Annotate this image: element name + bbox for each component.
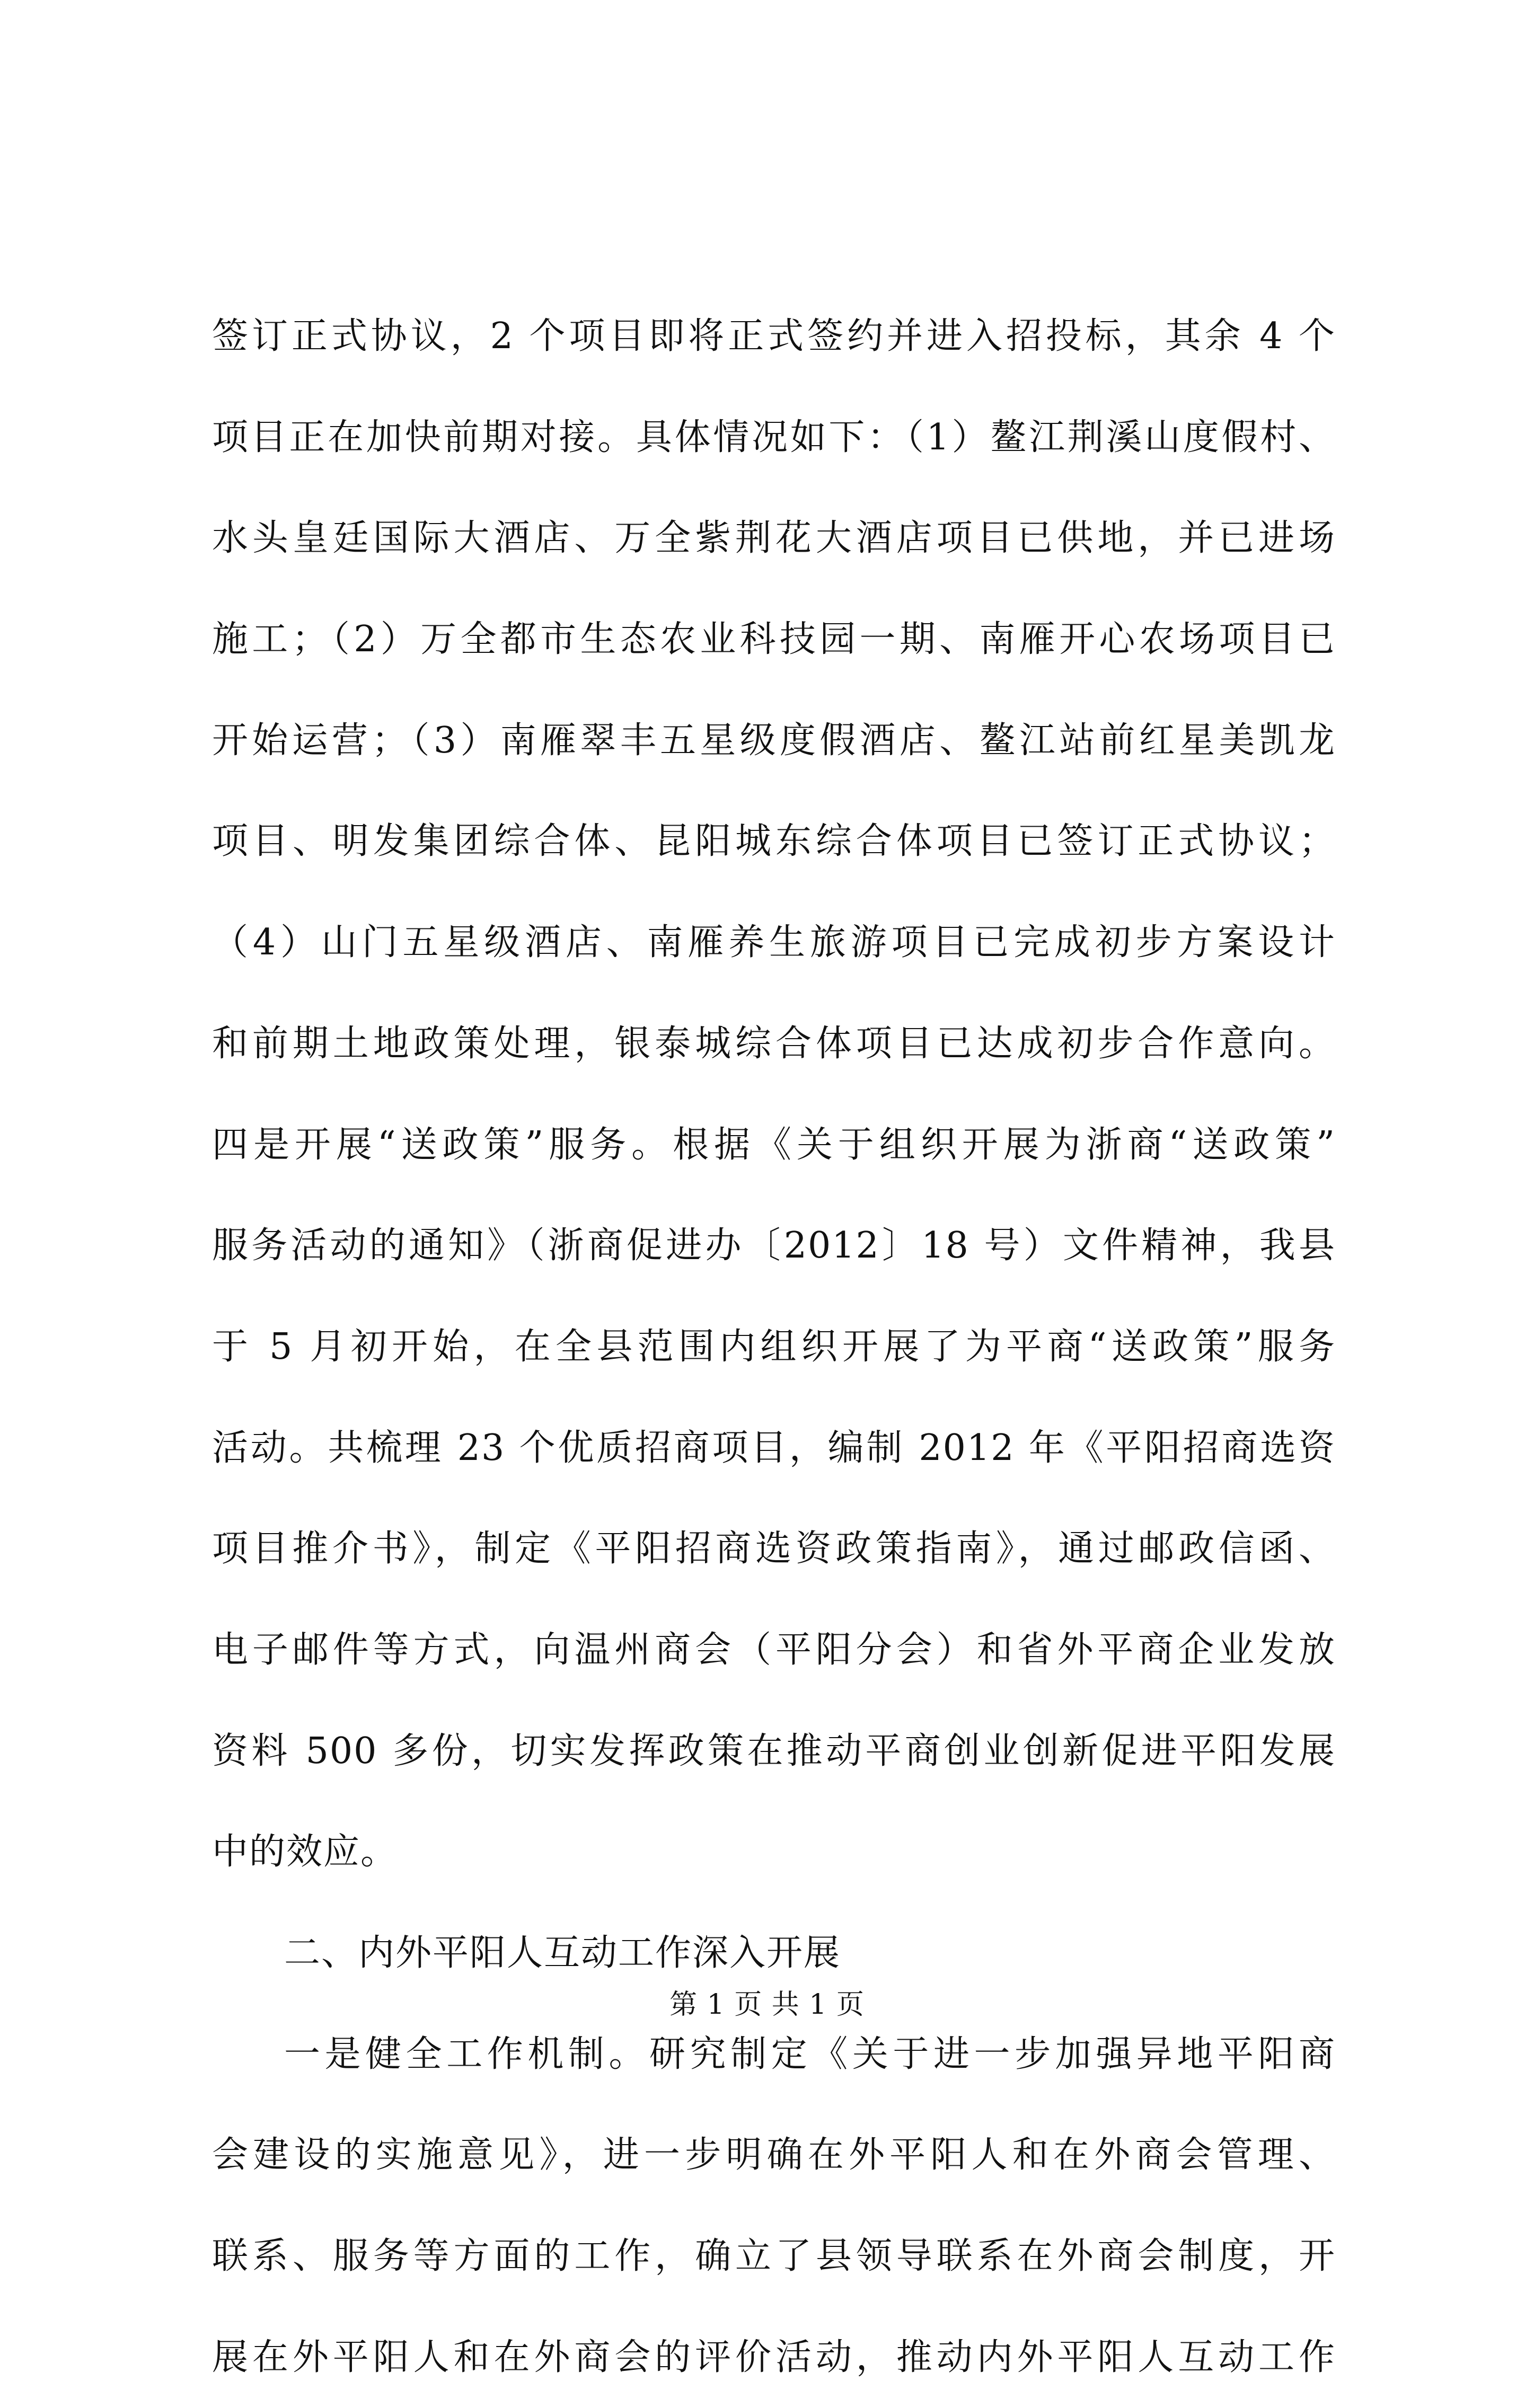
text-line-9: 四是开展“送政策”服务。根据《关于组织开展为浙商“送政策” <box>212 1123 1336 1166</box>
text-line-13: 项目推介书》，制定《平阳招商选资政策指南》，通过邮政信函、 <box>212 1528 1336 1570</box>
page-footer <box>0 1986 1534 2023</box>
text-line-4: 施工；（2）万全都市生态农业科技园一期、南雁开心农场项目已 <box>212 618 1336 661</box>
text-line-19: 会建设的实施意见》，进一步明确在外平阳人和在外商会管理、 <box>212 2134 1336 2176</box>
text-line-6: 项目、明发集团综合体、昆阳城东综合体项目已签订正式协议； <box>212 820 1336 863</box>
document-body <box>212 286 1336 2408</box>
text-line-14: 电子邮件等方式，向温州商会（平阳分会）和省外平商企业发放 <box>212 1628 1336 1671</box>
text-line-11: 于 5 月初开始，在全县范围内组织开展了为平商“送政策”服务 <box>212 1325 1336 1368</box>
text-line-18: 一是健全工作机制。研究制定《关于进一步加强异地平阳商 <box>284 2033 1336 2075</box>
text-line-10: 服务活动的通知》（浙商促进办〔2012〕18 号）文件精神，我县 <box>212 1225 1336 1267</box>
text-line-2: 项目正在加快前期对接。具体情况如下：（1）鳌江荆溪山度假村、 <box>212 416 1336 458</box>
text-line-20: 联系、服务等方面的工作，确立了县领导联系在外商会制度，开 <box>212 2235 1336 2278</box>
text-line-8: 和前期土地政策处理，银泰城综合体项目已达成初步合作意向。 <box>212 1022 1336 1065</box>
text-line-7: （4）山门五星级酒店、南雁养生旅游项目已完成初步方案设计 <box>212 922 1336 964</box>
text-line-15: 资料 500 多份，切实发挥政策在推动平商创业创新促进平阳发展 <box>212 1730 1336 1772</box>
text-line-12: 活动。共梳理 23 个优质招商项目，编制 2012 年《平阳招商选资 <box>212 1427 1336 1469</box>
text-line-16: 中的效应。 <box>212 1831 398 1873</box>
page-number-label: 第 1 页 共 1 页 <box>669 1989 865 2021</box>
text-line-5: 开始运营；（3）南雁翠丰五星级度假酒店、鳌江站前红星美凯龙 <box>212 719 1336 762</box>
text-line-21: 展在外平阳人和在外商会的评价活动，推动内外平阳人互动工作 <box>212 2336 1336 2378</box>
text-line-3: 水头皇廷国际大酒店、万全紫荆花大酒店项目已供地，并已进场 <box>212 517 1336 560</box>
section-heading: 二、内外平阳人互动工作深入开展 <box>284 1932 841 1974</box>
text-line-1: 签订正式协议，2 个项目即将正式签约并进入招投标，其余 4 个 <box>212 315 1336 357</box>
